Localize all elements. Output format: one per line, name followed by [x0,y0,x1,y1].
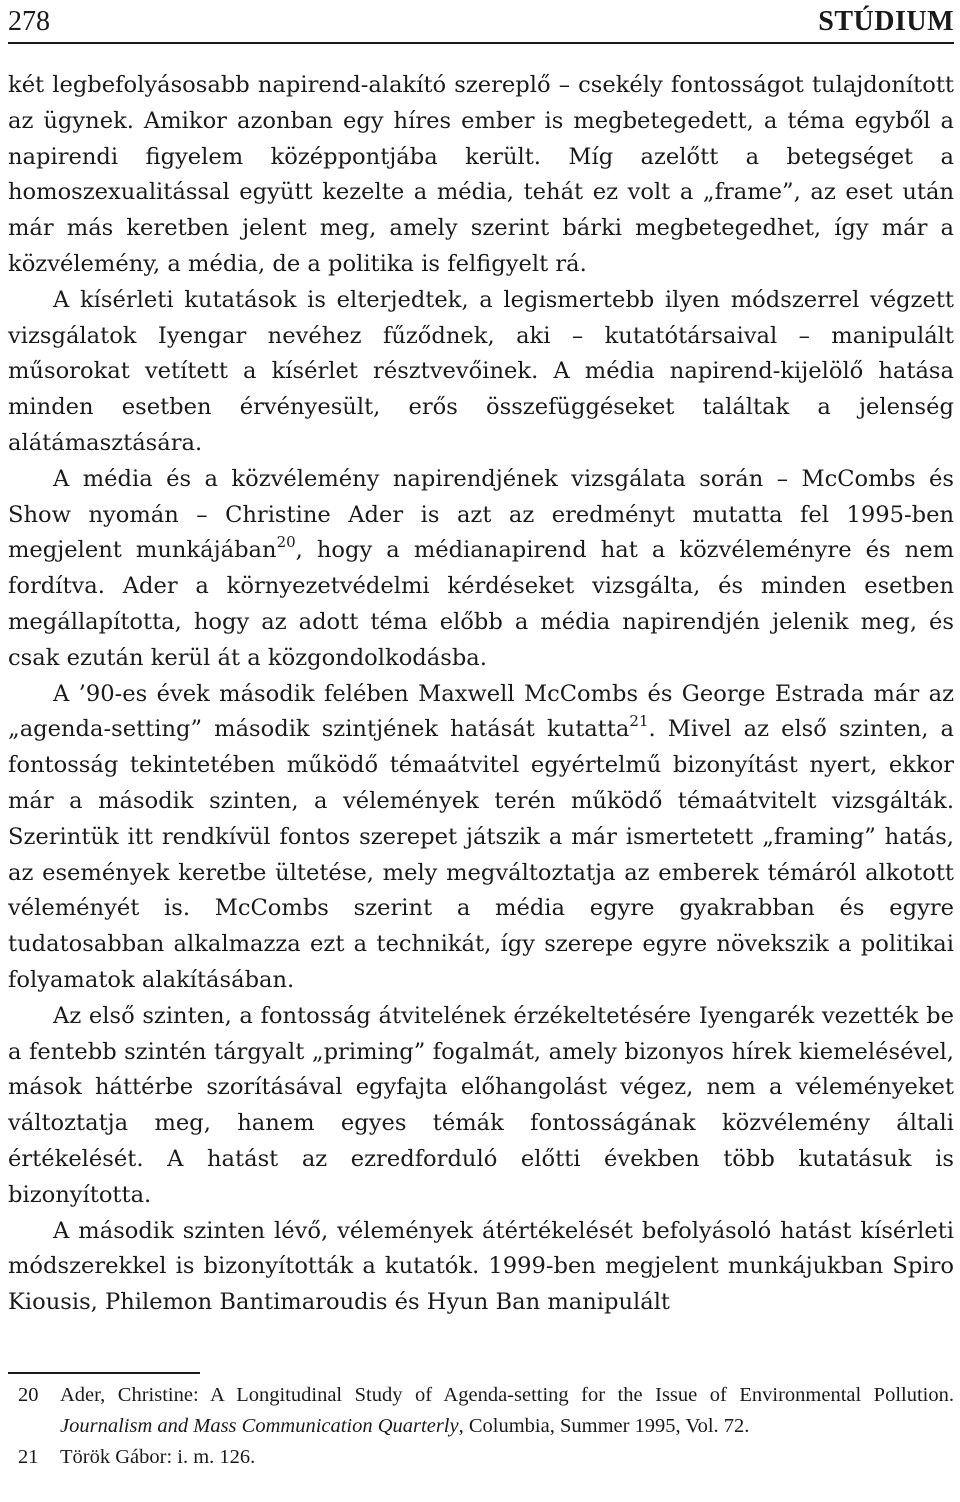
page-header [8,0,954,44]
paragraph-text: , hogy a médianapirend hat a közvéleményre és nem fordítva. Ader a környezetvédelmi kérdéseket vizsgálta, és minden esetben megállapította, hogy az adott téma előbb a média napirendjén jelenik meg, és csak ezután kerül át a közgondolkodásba. [8,537,954,671]
footnote-number: 21 [18,1446,39,1468]
body-text [8,68,954,1321]
footnote-ref: 21 [629,711,649,730]
paragraph: Az első szinten, a fontosság átvitelének érzékeltetésére Iyengarék vezették be a fentebb szintén tárgyalt „priming” fogalmát, amely bizonyos hírek kiemelésével, mások háttérbe szorításával egyfajta előhangolást végez, nem a véleményeket változtatja meg, hanem egyes témák fontosságának közvélemény általi értékelését. A hatást az ezredforduló előtti években több kutatásuk is bizonyította. [8,1002,954,1208]
footnote-divider [8,1372,200,1374]
footnote-citation-end: , Columbia, Summer 1995, Vol. 72. [458,1415,750,1437]
paragraph: két legbefolyásosabb napirend-alakító szereplő – csekély fontosságot tulajdonított az ügynek. Amikor azonban egy híres ember is megbetegedett, a téma egyből a napirendi figyelem középpontjába került. Míg azelőtt a betegséget a homoszexualitással együtt kezelte a média, tehát ez volt a „frame”, az eset után már más keretben jelent meg, amely szerint bárki megbetegedhet, így már a közvélemény, a média, de a politika is felfigyelt rá. [8,72,954,277]
footnotes [8,1380,954,1473]
paragraph-text: A média és a közvélemény napirendjének vizsgálata során – McCombs és Show nyomán – Christine Ader is azt az eredményt mutatta fel 1995-ben megjelent munkájában [8,465,954,564]
paragraph-text: A ’90-es évek második felében Maxwell McCombs és George Estrada már az „agenda-setting” második szintjének hatását kutatta [8,680,954,743]
footnote-ref: 20 [276,532,296,551]
running-head: STÚDIUM [818,6,954,37]
footnote-citation: Ader, Christine: A Longitudinal Study of Agenda-setting for the Issue of Environmental Pollution. [60,1384,954,1406]
footnote [8,1380,954,1442]
paragraph: A kísérleti kutatások is elterjedtek, a legismertebb ilyen módszerrel végzett vizsgálatok Iyengar nevéhez fűződnek, aki – kutatótársaival – manipulált műsorokat vetített a kísérlet résztvevőinek. A média napirend-kijelölő hatása minden esetben érvényesült, erős összefüggéseket találtak a jelenség alátámasztására. [8,286,954,456]
footnote-number: 20 [18,1384,39,1406]
paragraph-text: . Mivel az első szinten, a fontosság tekintetében működő témaátvitel egyértelmű bizonyítást nyert, ekkor már a második szinten, a vélemények terén működő témaátvitelt vizsgálták. Szerintük itt rendkívül fontos szerepet játszik a már ismertetett „framing” hatás, az események keretbe ültetése, mely megváltoztatja az emberek témáról alkotott véleményét is. McCombs szerint a média egyre gyakrabban és egyre tudatosabban alkalmazza ezt a technikát, így szerepe egyre növekszik a politikai folyamatok alakításában. [8,716,954,993]
footnote-citation: Török Gábor: i. m. 126. [60,1446,256,1468]
journal-title: Journalism and Mass Communication Quarterly [60,1415,459,1437]
footnote-text [60,1442,954,1473]
paragraph [8,462,954,677]
page-number: 278 [8,6,50,37]
paragraph: A második szinten lévő, vélemények átértékelését befolyásoló hatást kísérleti módszerekkel is bizonyították a kutatók. 1999-ben megjelent munkájukban Spiro Kiousis, Philemon Bantimaroudis és Hyun Ban manipulált [8,1217,954,1316]
footnote [8,1442,954,1473]
footnote-text [60,1380,954,1442]
paragraph [8,677,954,999]
